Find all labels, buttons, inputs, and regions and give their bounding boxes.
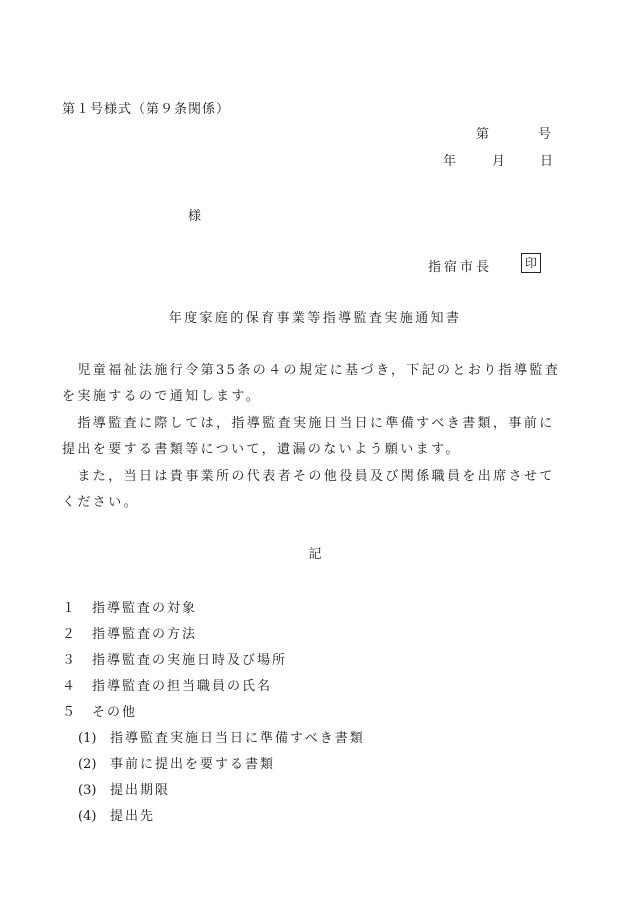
date-day: 日 (540, 154, 554, 169)
list-item (62, 623, 197, 642)
body-line: を実施するので通知します。 (62, 389, 262, 404)
sub-item-text: 指導監査実施日当日に準備すべき書類 (110, 731, 365, 746)
date-year: 年 (443, 154, 457, 169)
sub-item-number: (4) (78, 809, 97, 824)
list-item-text: 指導監査の実施日時及び場所 (92, 653, 288, 668)
body-line: 指導監査に際しては，指導監査実施日当日に準備すべき書類，事前に (62, 416, 555, 431)
sub-list-item (78, 805, 155, 824)
number-suffix: 号 (538, 127, 552, 142)
sub-list-item (78, 779, 170, 798)
addressee: 様 (188, 209, 202, 224)
body-line: ください。 (62, 495, 140, 510)
sub-item-number: (2) (78, 757, 97, 772)
sub-item-text: 提出先 (110, 809, 156, 824)
list-item-number: ４ (62, 679, 78, 694)
sub-list-item (78, 727, 365, 746)
body-line: また，当日は貴事業所の代表者その他役員及び関係職員を出席させて (62, 469, 555, 484)
sub-item-number: (3) (78, 783, 97, 798)
list-item (62, 701, 137, 720)
ki-heading: 記 (308, 547, 322, 562)
number-prefix: 第 (476, 127, 490, 142)
body-line: 提出を要する書類等について，遺漏のないよう願います。 (62, 442, 461, 457)
document-title: 年度家庭的保育事業等指導監査実施通知書 (168, 311, 462, 326)
form-label: 第１号様式（第９条関係） (62, 102, 231, 117)
sub-item-text: 提出期限 (110, 783, 171, 798)
list-item-text: 指導監査の対象 (92, 601, 198, 616)
list-item-number: ５ (62, 705, 78, 720)
list-item (62, 597, 197, 616)
sub-item-text: 事前に提出を要する書類 (110, 757, 276, 772)
body-line: 児童福祉法施行令第35条の４の規定に基づき，下記のとおり指導監査 (62, 363, 561, 378)
list-item-number: ３ (62, 653, 78, 668)
list-item-text: 指導監査の方法 (92, 627, 198, 642)
sub-list-item (78, 753, 275, 772)
issuer-name: 指宿市長 (428, 260, 493, 275)
list-item-number: １ (62, 601, 78, 616)
list-item (62, 675, 272, 694)
list-item-text: その他 (92, 705, 138, 720)
seal-stamp: 印 (521, 253, 541, 273)
list-item (62, 649, 287, 668)
sub-item-number: (1) (78, 731, 97, 746)
list-item-number: ２ (62, 627, 78, 642)
list-item-text: 指導監査の担当職員の氏名 (92, 679, 273, 694)
date-month: 月 (492, 154, 506, 169)
